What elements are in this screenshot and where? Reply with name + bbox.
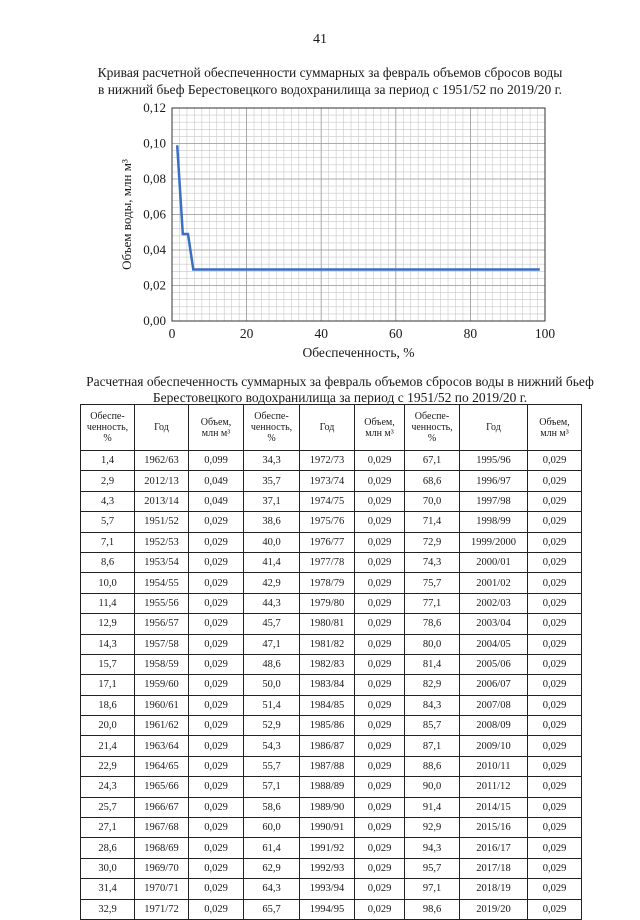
year-cell: 1970/71	[135, 879, 189, 899]
table-row	[81, 491, 582, 511]
year-cell: 1986/87	[300, 736, 355, 756]
probability-cell: 97,1	[405, 879, 460, 899]
year-cell: 1961/62	[135, 716, 189, 736]
year-cell: 1975/76	[300, 512, 355, 532]
year-cell: 1962/63	[135, 451, 189, 471]
probability-cell: 5,7	[81, 512, 135, 532]
volume-cell: 0,029	[189, 593, 244, 613]
year-cell: 2010/11	[460, 756, 528, 776]
volume-cell: 0,029	[355, 858, 405, 878]
volume-cell: 0,099	[189, 451, 244, 471]
year-cell: 1991/92	[300, 838, 355, 858]
volume-cell: 0,029	[189, 838, 244, 858]
year-cell: 1969/70	[135, 858, 189, 878]
table-row	[81, 614, 582, 634]
table-row	[81, 777, 582, 797]
volume-cell: 0,029	[355, 838, 405, 858]
probability-cell: 98,6	[405, 899, 460, 919]
volume-cell: 0,029	[528, 451, 582, 471]
year-cell: 1964/65	[135, 756, 189, 776]
year-cell: 1998/99	[460, 512, 528, 532]
year-cell: 2001/02	[460, 573, 528, 593]
probability-cell: 47,1	[244, 634, 300, 654]
volume-cell: 0,029	[355, 716, 405, 736]
probability-cell: 37,1	[244, 491, 300, 511]
table-row	[81, 838, 582, 858]
year-cell: 1983/84	[300, 675, 355, 695]
table-row	[81, 797, 582, 817]
year-cell: 1980/81	[300, 614, 355, 634]
volume-cell: 0,029	[355, 614, 405, 634]
x-tick-label: 80	[463, 326, 478, 341]
volume-cell: 0,029	[189, 552, 244, 572]
probability-cell: 82,9	[405, 675, 460, 695]
header-probability: Обеспе- ченность, %	[81, 405, 135, 451]
header-probability: Обеспе- ченность, %	[405, 405, 460, 451]
volume-cell: 0,029	[355, 777, 405, 797]
year-cell: 1999/2000	[460, 532, 528, 552]
y-tick-label: 0,08	[143, 171, 166, 186]
probability-cell: 92,9	[405, 818, 460, 838]
y-tick-label: 0,06	[143, 206, 166, 222]
probability-cell: 72,9	[405, 532, 460, 552]
probability-cell: 60,0	[244, 818, 300, 838]
probability-cell: 90,0	[405, 777, 460, 797]
year-cell: 1956/57	[135, 614, 189, 634]
volume-cell: 0,029	[189, 716, 244, 736]
volume-cell: 0,029	[528, 512, 582, 532]
probability-cell: 12,9	[81, 614, 135, 634]
probability-cell: 34,3	[244, 451, 300, 471]
probability-cell: 1,4	[81, 451, 135, 471]
x-tick-label: 100	[534, 326, 556, 341]
y-tick-label: 0,00	[143, 313, 166, 328]
probability-cell: 54,3	[244, 736, 300, 756]
chart-title-line-2: в нижний бьеф Берестовецкого водохранилища за период с 1951/52 по 2019/20 г.	[97, 82, 563, 97]
probability-cell: 81,4	[405, 654, 460, 674]
probability-cell: 41,4	[244, 552, 300, 572]
volume-cell: 0,029	[528, 491, 582, 511]
x-tick-label: 40	[314, 326, 328, 341]
probability-cell: 58,6	[244, 797, 300, 817]
year-cell: 2003/04	[460, 614, 528, 634]
volume-cell: 0,029	[189, 675, 244, 695]
table-title-line-2: Берестовецкого водохранилища за период с 1951/52 по 2019/20 г.	[152, 390, 528, 405]
probability-cell: 4,3	[81, 491, 135, 511]
volume-cell: 0,029	[355, 573, 405, 593]
x-tick-label: 60	[389, 326, 403, 341]
table-row	[81, 695, 582, 715]
volume-cell: 0,029	[189, 879, 244, 899]
volume-cell: 0,029	[355, 879, 405, 899]
table-row	[81, 451, 582, 471]
y-tick-label: 0,10	[143, 135, 166, 151]
volume-cell: 0,029	[528, 675, 582, 695]
probability-cell: 78,6	[405, 614, 460, 634]
year-cell: 1968/69	[135, 838, 189, 858]
volume-cell: 0,029	[528, 858, 582, 878]
probability-cell: 67,1	[405, 451, 460, 471]
volume-cell: 0,029	[528, 716, 582, 736]
probability-cell: 20,0	[81, 716, 135, 736]
probability-cell: 24,3	[81, 777, 135, 797]
chart-svg	[0, 0, 640, 370]
volume-cell: 0,029	[355, 695, 405, 715]
year-cell: 1981/82	[300, 634, 355, 654]
volume-cell: 0,029	[355, 471, 405, 491]
volume-cell: 0,029	[528, 797, 582, 817]
volume-cell: 0,029	[528, 777, 582, 797]
probability-cell: 8,6	[81, 552, 135, 572]
year-cell: 1987/88	[300, 756, 355, 776]
probability-cell: 57,1	[244, 777, 300, 797]
volume-cell: 0,029	[189, 736, 244, 756]
probability-cell: 28,6	[81, 838, 135, 858]
volume-cell: 0,029	[189, 573, 244, 593]
y-axis-label: Объем воды, млн м³	[119, 159, 134, 270]
year-cell: 1959/60	[135, 675, 189, 695]
volume-cell: 0,029	[528, 818, 582, 838]
volume-cell: 0,029	[355, 532, 405, 552]
header-year: Год	[460, 405, 528, 451]
year-cell: 2011/12	[460, 777, 528, 797]
probability-cell: 21,4	[81, 736, 135, 756]
year-cell: 1994/95	[300, 899, 355, 919]
table-row	[81, 573, 582, 593]
x-axis-label: Обеспеченность, %	[302, 345, 415, 360]
probability-cell: 14,3	[81, 634, 135, 654]
probability-cell: 38,6	[244, 512, 300, 532]
year-cell: 1972/73	[300, 451, 355, 471]
probability-cell: 32,9	[81, 899, 135, 919]
probability-cell: 55,7	[244, 756, 300, 776]
volume-cell: 0,029	[355, 634, 405, 654]
header-year: Год	[300, 405, 355, 451]
volume-cell: 0,029	[189, 818, 244, 838]
probability-cell: 25,7	[81, 797, 135, 817]
probability-cell: 10,0	[81, 573, 135, 593]
probability-cell: 52,9	[244, 716, 300, 736]
volume-cell: 0,029	[189, 756, 244, 776]
probability-cell: 11,4	[81, 593, 135, 613]
year-cell: 1958/59	[135, 654, 189, 674]
probability-cell: 15,7	[81, 654, 135, 674]
probability-cell: 45,7	[244, 614, 300, 634]
year-cell: 1966/67	[135, 797, 189, 817]
probability-cell: 7,1	[81, 532, 135, 552]
year-cell: 2005/06	[460, 654, 528, 674]
probability-cell: 35,7	[244, 471, 300, 491]
table-body	[81, 451, 582, 920]
year-cell: 2004/05	[460, 634, 528, 654]
header-volume: Объем, млн м³	[528, 405, 582, 451]
year-cell: 1953/54	[135, 552, 189, 572]
year-cell: 1993/94	[300, 879, 355, 899]
year-cell: 1976/77	[300, 532, 355, 552]
year-cell: 1971/72	[135, 899, 189, 919]
year-cell: 2006/07	[460, 675, 528, 695]
year-cell: 1990/91	[300, 818, 355, 838]
volume-cell: 0,029	[189, 532, 244, 552]
probability-cell: 44,3	[244, 593, 300, 613]
year-cell: 2013/14	[135, 491, 189, 511]
x-tick-labels	[169, 326, 556, 341]
probability-cell: 42,9	[244, 573, 300, 593]
volume-cell: 0,029	[355, 675, 405, 695]
volume-cell: 0,029	[528, 614, 582, 634]
table-row	[81, 899, 582, 919]
year-cell: 2014/15	[460, 797, 528, 817]
volume-cell: 0,029	[528, 552, 582, 572]
table-row	[81, 593, 582, 613]
volume-cell: 0,029	[528, 879, 582, 899]
year-cell: 1997/98	[460, 491, 528, 511]
year-cell: 1977/78	[300, 552, 355, 572]
table-row	[81, 512, 582, 532]
year-cell: 1984/85	[300, 695, 355, 715]
year-cell: 1957/58	[135, 634, 189, 654]
year-cell: 2008/09	[460, 716, 528, 736]
volume-cell: 0,029	[528, 756, 582, 776]
probability-cell: 64,3	[244, 879, 300, 899]
volume-cell: 0,029	[355, 797, 405, 817]
year-cell: 1978/79	[300, 573, 355, 593]
volume-cell: 0,029	[355, 899, 405, 919]
year-cell: 1989/90	[300, 797, 355, 817]
x-tick-label: 20	[239, 326, 254, 341]
table-row	[81, 532, 582, 552]
volume-cell: 0,029	[189, 695, 244, 715]
year-cell: 2002/03	[460, 593, 528, 613]
probability-cell: 75,7	[405, 573, 460, 593]
year-cell: 1973/74	[300, 471, 355, 491]
year-cell: 1965/66	[135, 777, 189, 797]
volume-cell: 0,029	[189, 777, 244, 797]
year-cell: 1954/55	[135, 573, 189, 593]
year-cell: 1960/61	[135, 695, 189, 715]
year-cell: 1992/93	[300, 858, 355, 878]
table-row	[81, 654, 582, 674]
year-cell: 1974/75	[300, 491, 355, 511]
year-cell: 1955/56	[135, 593, 189, 613]
year-cell: 1952/53	[135, 532, 189, 552]
page-number: 41	[313, 32, 327, 47]
table-row	[81, 716, 582, 736]
year-cell: 1979/80	[300, 593, 355, 613]
volume-cell: 0,029	[528, 532, 582, 552]
year-cell: 1996/97	[460, 471, 528, 491]
volume-cell: 0,029	[189, 614, 244, 634]
y-tick-label: 0,02	[143, 277, 166, 293]
probability-cell: 31,4	[81, 879, 135, 899]
y-tick-label: 0,12	[143, 100, 166, 115]
volume-cell: 0,029	[355, 736, 405, 756]
probability-cell: 61,4	[244, 838, 300, 858]
table-row	[81, 471, 582, 491]
volume-cell: 0,029	[528, 593, 582, 613]
volume-cell: 0,029	[355, 552, 405, 572]
year-cell: 2015/16	[460, 818, 528, 838]
probability-cell: 95,7	[405, 858, 460, 878]
probability-cell: 2,9	[81, 471, 135, 491]
year-cell: 2017/18	[460, 858, 528, 878]
year-cell: 2000/01	[460, 552, 528, 572]
volume-cell: 0,029	[355, 654, 405, 674]
volume-cell: 0,029	[189, 654, 244, 674]
probability-cell: 50,0	[244, 675, 300, 695]
probability-cell: 88,6	[405, 756, 460, 776]
volume-cell: 0,029	[528, 471, 582, 491]
table-row	[81, 634, 582, 654]
header-volume: Объем, млн м³	[189, 405, 244, 451]
probability-cell: 70,0	[405, 491, 460, 511]
year-cell: 2009/10	[460, 736, 528, 756]
volume-cell: 0,029	[528, 838, 582, 858]
volume-cell: 0,029	[355, 593, 405, 613]
probability-cell: 62,9	[244, 858, 300, 878]
volume-cell: 0,029	[528, 899, 582, 919]
volume-cell: 0,029	[355, 818, 405, 838]
y-tick-labels	[143, 100, 166, 328]
volume-cell: 0,029	[355, 451, 405, 471]
volume-cell: 0,029	[189, 858, 244, 878]
probability-cell: 27,1	[81, 818, 135, 838]
table-title-line-1: Расчетная обеспеченность суммарных за февраль объемов сбросов воды в нижний бьеф	[86, 374, 594, 389]
volume-cell: 0,029	[355, 512, 405, 532]
probability-cell: 84,3	[405, 695, 460, 715]
chart-title-line-1: Кривая расчетной обеспеченности суммарных за февраль объемов сбросов воды	[97, 65, 563, 80]
probability-cell: 80,0	[405, 634, 460, 654]
year-cell: 1963/64	[135, 736, 189, 756]
volume-cell: 0,029	[528, 573, 582, 593]
probability-cell: 87,1	[405, 736, 460, 756]
table-row	[81, 818, 582, 838]
y-tick-label: 0,04	[143, 242, 166, 257]
probability-cell: 68,6	[405, 471, 460, 491]
table-row	[81, 858, 582, 878]
year-cell: 2019/20	[460, 899, 528, 919]
x-tick-label: 0	[168, 326, 176, 341]
probability-cell: 22,9	[81, 756, 135, 776]
table-row	[81, 756, 582, 776]
probability-cell: 30,0	[81, 858, 135, 878]
probability-cell: 18,6	[81, 695, 135, 715]
year-cell: 2012/13	[135, 471, 189, 491]
year-cell: 2018/19	[460, 879, 528, 899]
probability-cell: 85,7	[405, 716, 460, 736]
year-cell: 1967/68	[135, 818, 189, 838]
volume-cell: 0,029	[528, 634, 582, 654]
table-row	[81, 675, 582, 695]
volume-cell: 0,049	[189, 491, 244, 511]
probability-cell: 71,4	[405, 512, 460, 532]
probability-cell: 17,1	[81, 675, 135, 695]
header-volume: Объем, млн м³	[355, 405, 405, 451]
chart-grid	[172, 108, 545, 321]
table-row	[81, 736, 582, 756]
year-cell: 1951/52	[135, 512, 189, 532]
probability-cell: 91,4	[405, 797, 460, 817]
volume-cell: 0,029	[528, 695, 582, 715]
probability-cell: 77,1	[405, 593, 460, 613]
probability-cell: 48,6	[244, 654, 300, 674]
volume-cell: 0,029	[189, 797, 244, 817]
volume-cell: 0,029	[189, 512, 244, 532]
year-cell: 2007/08	[460, 695, 528, 715]
probability-cell: 74,3	[405, 552, 460, 572]
probability-cell: 51,4	[244, 695, 300, 715]
volume-cell: 0,029	[189, 634, 244, 654]
volume-cell: 0,029	[355, 756, 405, 776]
year-cell: 2016/17	[460, 838, 528, 858]
year-cell: 1995/96	[460, 451, 528, 471]
probability-cell: 94,3	[405, 838, 460, 858]
volume-cell: 0,029	[355, 491, 405, 511]
header-year: Год	[135, 405, 189, 451]
volume-cell: 0,049	[189, 471, 244, 491]
table-header-row	[81, 405, 582, 451]
probability-cell: 40,0	[244, 532, 300, 552]
volume-cell: 0,029	[528, 736, 582, 756]
table-row	[81, 552, 582, 572]
volume-cell: 0,029	[189, 899, 244, 919]
table-title	[60, 374, 620, 406]
year-cell: 1988/89	[300, 777, 355, 797]
volume-cell: 0,029	[528, 654, 582, 674]
probability-table	[80, 404, 582, 920]
year-cell: 1982/83	[300, 654, 355, 674]
table-row	[81, 879, 582, 899]
header-probability: Обеспе- ченность, %	[244, 405, 300, 451]
year-cell: 1985/86	[300, 716, 355, 736]
probability-cell: 65,7	[244, 899, 300, 919]
